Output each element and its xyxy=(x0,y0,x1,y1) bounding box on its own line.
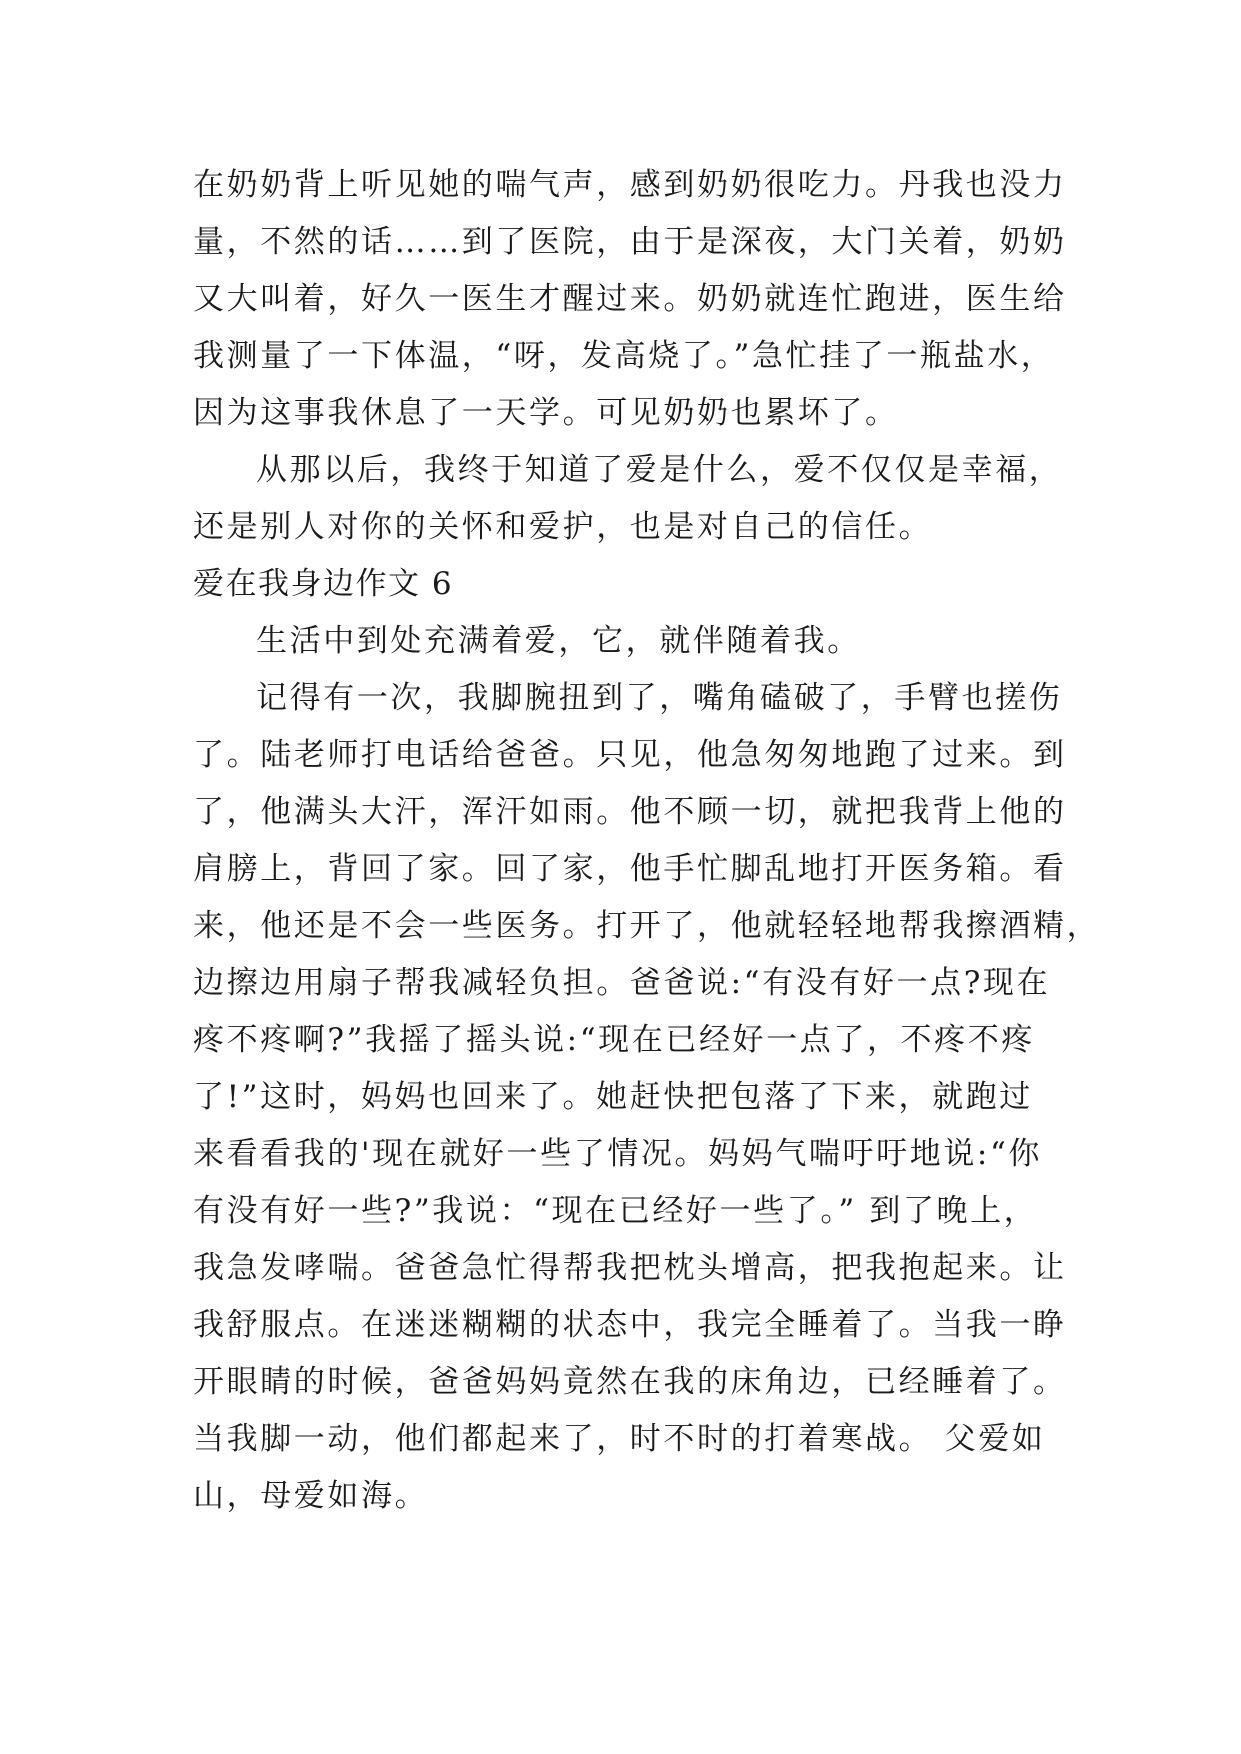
paragraph-first-line: 生活中到处充满着爱，它，就伴随着我。 xyxy=(256,623,861,659)
paragraph-first-line: 从那以后，我终于知道了爱是什么，爱不仅仅是幸福， xyxy=(256,452,1063,488)
text-line: 来看看我的'现在就好一些了情况。妈妈气喘吁吁地说:“你 xyxy=(193,1136,1043,1172)
text-line: 又大叫着，好久一医生才醒过来。奶奶就连忙跑进，医生给 xyxy=(193,281,1067,317)
text-line: 还是别人对你的关怀和爱护，也是对自己的信任。 xyxy=(193,509,933,545)
text-line: 肩膀上，背回了家。回了家，他手忙脚乱地打开医务箱。看 xyxy=(193,851,1067,887)
text-line: 我急发哮喘。爸爸急忙得帮我把枕头增高，把我抱起来。让 xyxy=(193,1250,1067,1286)
paragraph-first-line: 记得有一次，我脚腕扭到了，嘴角磕破了，手臂也搓伤 xyxy=(256,680,1063,716)
text-line: 山，母爱如海。 xyxy=(193,1478,429,1514)
text-line: 因为这事我休息了一天学。可见奶奶也累坏了。 xyxy=(193,395,899,431)
text-line: 了。陆老师打电话给爸爸。只见，他急匆匆地跑了过来。到 xyxy=(193,737,1067,773)
text-line: 有没有好一些?”我说：“现在已经好一些了。” 到了晚上， xyxy=(193,1193,1038,1229)
text-line: 了，他满头大汗，浑汗如雨。他不顾一切，就把我背上他的 xyxy=(193,794,1067,830)
text-line: 量，不然的话……到了医院，由于是深夜，大门关着，奶奶 xyxy=(193,224,1067,260)
text-line: 当我脚一动，他们都起来了，时不时的打着寒战。 父爱如 xyxy=(193,1421,1046,1457)
text-line: 疼不疼啊?”我摇了摇头说:“现在已经好一点了，不疼不疼 xyxy=(193,1022,1035,1058)
text-line: 边擦边用扇子帮我减轻负担。爸爸说:“有没有好一点?现在 xyxy=(193,965,1051,1001)
text-line: 开眼睛的时候，爸爸妈妈竟然在我的床角边，已经睡着了。 xyxy=(193,1364,1067,1400)
text-line: 来，他还是不会一些医务。打开了，他就轻轻地帮我擦酒精， xyxy=(193,908,1101,944)
text-line: 我舒服点。在迷迷糊糊的状态中，我完全睡着了。当我一睁 xyxy=(193,1307,1067,1343)
section-heading: 爱在我身边作文 6 xyxy=(193,566,454,602)
text-line: 在奶奶背上听见她的喘气声，感到奶奶很吃力。丹我也没力 xyxy=(193,167,1067,203)
text-line: 我测量了一下体温，“呀，发高烧了。”急忙挂了一瓶盐水， xyxy=(193,338,1055,374)
text-line: 了!”这时，妈妈也回来了。她赶快把包落了下来，就跑过 xyxy=(193,1079,1033,1115)
